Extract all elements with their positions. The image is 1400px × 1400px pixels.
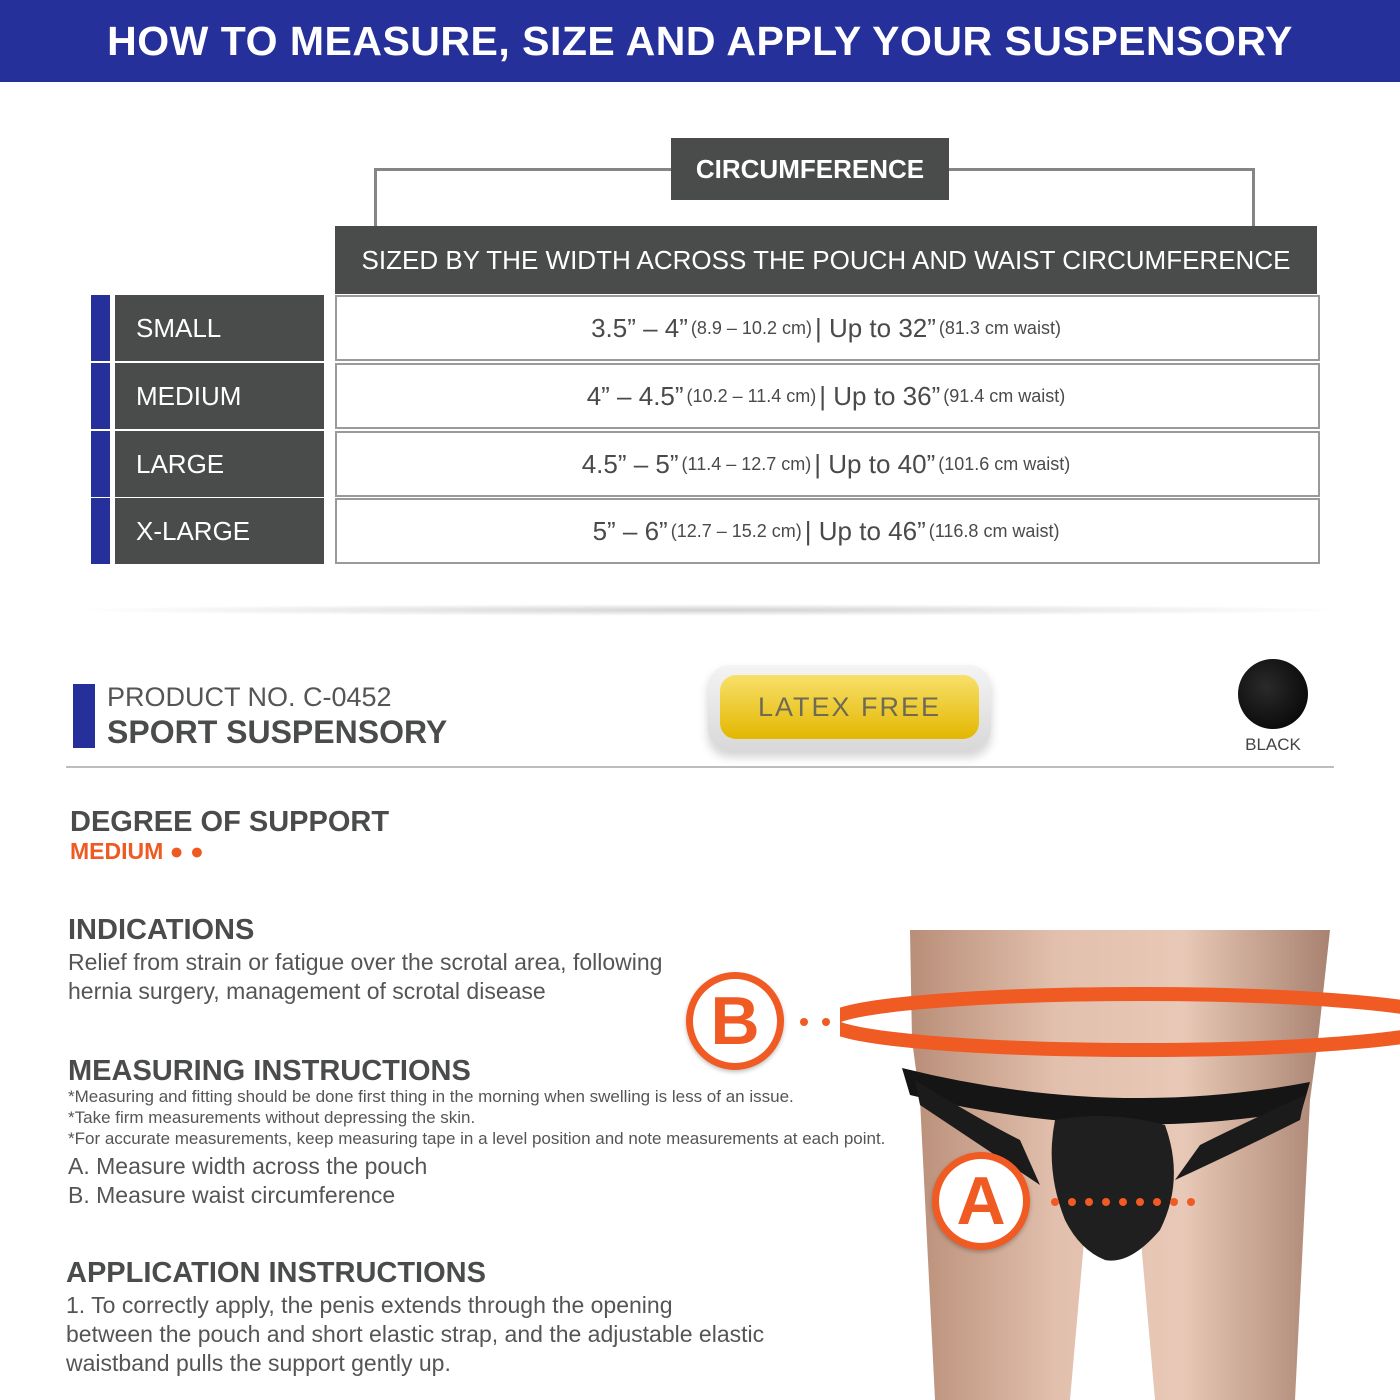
support-level: MEDIUM ● ● bbox=[70, 838, 204, 864]
waist-inches: Up to 40” bbox=[828, 448, 936, 479]
measuring-steps bbox=[68, 1152, 427, 1210]
waist-cm: (81.3 cm waist) bbox=[938, 317, 1061, 338]
waist-inches: Up to 32” bbox=[828, 312, 936, 343]
application-text bbox=[66, 1291, 764, 1378]
waist-cm: (116.8 cm waist) bbox=[928, 520, 1060, 541]
size-label: X-LARGE bbox=[115, 498, 324, 564]
circumference-label: CIRCUMFERENCE bbox=[671, 138, 949, 200]
product-illustration bbox=[840, 930, 1400, 1400]
size-measurement bbox=[335, 363, 1320, 429]
product-name: SPORT SUSPENSORY bbox=[107, 714, 448, 750]
size-label: LARGE bbox=[115, 431, 324, 497]
pouch-inches: 4” – 4.5” bbox=[586, 380, 684, 411]
pouch-measure-dots bbox=[1051, 1198, 1195, 1206]
measuring-step-a: A. Measure width across the pouch bbox=[68, 1153, 428, 1179]
indications-heading: INDICATIONS bbox=[68, 914, 255, 946]
pouch-inches: 3.5” – 4” bbox=[591, 312, 688, 343]
color-swatch-black bbox=[1238, 659, 1308, 729]
latex-free-badge bbox=[708, 665, 991, 751]
size-row-x-large bbox=[91, 498, 1320, 564]
application-heading: APPLICATION INSTRUCTIONS bbox=[66, 1257, 486, 1289]
measuring-heading: MEASURING INSTRUCTIONS bbox=[68, 1055, 471, 1087]
pouch-cm: (8.9 – 10.2 cm) bbox=[690, 317, 812, 338]
support-heading: DEGREE OF SUPPORT bbox=[70, 806, 390, 838]
separator: | bbox=[819, 380, 827, 411]
row-accent bbox=[91, 498, 110, 564]
separator: | bbox=[814, 448, 822, 479]
pouch-inches: 4.5” – 5” bbox=[581, 448, 679, 479]
waist-cm: (91.4 cm waist) bbox=[943, 385, 1066, 406]
indications-text bbox=[68, 948, 662, 1006]
pouch-cm: (10.2 – 11.4 cm) bbox=[686, 385, 817, 406]
indications-line: Relief from strain or fatigue over the scrotal area, following bbox=[68, 949, 663, 975]
mannequin-figure bbox=[840, 930, 1400, 1400]
pouch-inches: 5” – 6” bbox=[592, 515, 668, 546]
row-accent bbox=[91, 295, 110, 361]
pouch-cm: (12.7 – 15.2 cm) bbox=[670, 520, 802, 541]
size-row-medium bbox=[91, 363, 1320, 429]
color-swatch-label: BLACK bbox=[1245, 735, 1301, 754]
size-row-small bbox=[91, 295, 1320, 361]
product-accent-bar bbox=[73, 684, 95, 748]
latex-free-label: LATEX FREE bbox=[720, 675, 979, 739]
section-divider-shadow bbox=[60, 604, 1360, 616]
product-divider bbox=[66, 766, 1334, 768]
size-label: SMALL bbox=[115, 295, 324, 361]
size-measurement bbox=[335, 498, 1320, 564]
marker-a-pouch: A bbox=[932, 1152, 1030, 1250]
row-accent bbox=[91, 363, 110, 429]
size-chart-subheader: SIZED BY THE WIDTH ACROSS THE POUCH AND WAIST CIRCUMFERENCE bbox=[335, 226, 1317, 294]
application-line: 1. To correctly apply, the penis extends through the opening bbox=[66, 1292, 673, 1318]
size-row-large bbox=[91, 431, 1320, 497]
measuring-note: *For accurate measurements, keep measuring tape in a level position and note measurements at each point. bbox=[68, 1129, 886, 1148]
separator: | bbox=[804, 515, 812, 546]
indications-line: hernia surgery, management of scrotal disease bbox=[68, 978, 546, 1004]
application-line: waistband pulls the support gently up. bbox=[66, 1350, 451, 1376]
waist-cm: (101.6 cm waist) bbox=[938, 453, 1071, 474]
dot-b bbox=[800, 1018, 808, 1026]
separator: | bbox=[814, 312, 822, 343]
marker-b-waist: B bbox=[686, 972, 784, 1070]
pouch-cm: (11.4 – 12.7 cm) bbox=[681, 453, 812, 474]
measuring-note: *Measuring and fitting should be done first thing in the morning when swelling is less of an issue. bbox=[68, 1087, 794, 1106]
measuring-step-b: B. Measure waist circumference bbox=[68, 1182, 396, 1208]
application-line: between the pouch and short elastic strap, and the adjustable elastic bbox=[66, 1321, 765, 1347]
dot-b bbox=[822, 1018, 830, 1026]
size-label: MEDIUM bbox=[115, 363, 324, 429]
row-accent bbox=[91, 431, 110, 497]
waist-inches: Up to 36” bbox=[833, 380, 941, 411]
waist-inches: Up to 46” bbox=[818, 515, 926, 546]
size-measurement bbox=[335, 431, 1320, 497]
header-banner bbox=[0, 0, 1400, 82]
size-measurement bbox=[335, 295, 1320, 361]
page-title: HOW TO MEASURE, SIZE AND APPLY YOUR SUSPENSORY bbox=[107, 17, 1293, 64]
measuring-note: *Take firm measurements without depressing the skin. bbox=[68, 1108, 476, 1127]
product-number: PRODUCT NO. C-0452 bbox=[107, 682, 392, 712]
